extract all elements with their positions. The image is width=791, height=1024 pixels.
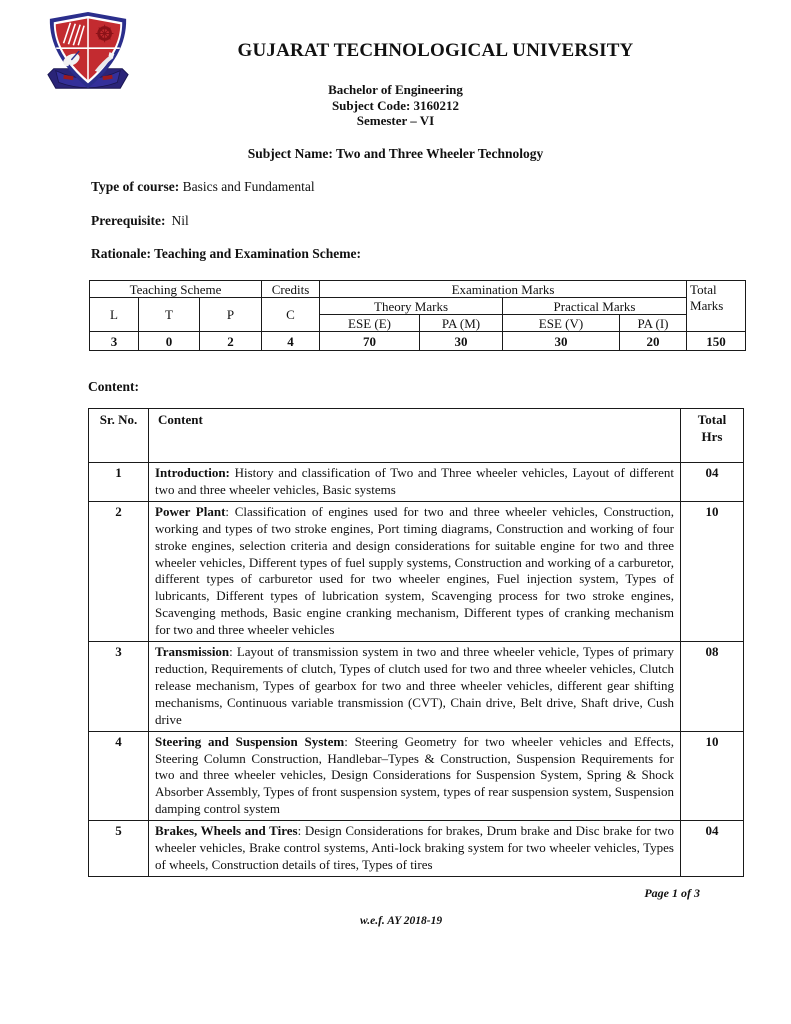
- pa-i-value: 20: [620, 332, 687, 351]
- type-of-course-line: [91, 179, 745, 195]
- t-value: 0: [139, 332, 200, 351]
- table-row: [89, 731, 744, 821]
- row-hrs: 04: [681, 463, 744, 502]
- row-topic-body: : Layout of transmission system in two and three wheeler vehicle, Types of primary reduction, Requirements of clutch, Types of clutch used for two and three wheeler vehicles, Clutch release mechanism, Types of gearbox for two and three wheeler vehicles, different gear shifting mechanisms, Continuous variable transmission (CVT), Chain drive, Belt drive, Shaft drive, Cush drive: [155, 644, 674, 727]
- total-marks-value: 150: [687, 332, 746, 351]
- subject-name-line: Subject Name: Two and Three Wheeler Technology: [247, 146, 544, 161]
- scheme-header-row-2: [90, 298, 746, 315]
- pa-i-header: PA (I): [620, 315, 687, 332]
- university-title: GUJARAT TECHNOLOGICAL UNIVERSITY: [237, 40, 634, 61]
- l-value: 3: [90, 332, 139, 351]
- table-row: [89, 642, 744, 732]
- row-content: [149, 731, 681, 821]
- row-content: [149, 463, 681, 502]
- page-number: Page 1 of 3: [644, 886, 700, 900]
- row-hrs: 08: [681, 642, 744, 732]
- row-sr: 2: [89, 501, 149, 641]
- col-c-header: C: [262, 298, 320, 332]
- row-sr: 4: [89, 731, 149, 821]
- row-topic-title: Steering and Suspension System: [155, 733, 345, 749]
- row-topic-body: : Classification of engines used for two and three wheeler vehicles, Construction, working and types of two stroke engines, Port timing diagrams, Construction and working of four stroke engines, selection criteria and design considerations for suitable engine for two and three wheeler vehicles, Different types of fuel supply systems, Construction and working of a carburetor, different types of carburetor used for two wheeler engines, Fuel injection system, Types of lubricants, Different types of lubrication system, Scavenging process for two stroke engines, Scavenging methods, Basic engine cranking mechanism, Different types of cranking mechanism for two and three wheeler vehicles: [155, 503, 675, 638]
- row-content: [149, 501, 681, 641]
- row-topic-body: : Steering Geometry for two wheeler vehicles and Effects, Steering Column Construction, Handlebar–Types & Construction, Suspension Requirements for two and three wheeler vehicles, Design Considerations for Suspension System, Spring & Shock Absorber Assembly, Types of front suspension system, types of rear suspension system, Suspension damping control system: [155, 733, 674, 817]
- rationale-line: Rationale: Teaching and Examination Scheme:: [91, 246, 362, 261]
- row-topic-title: Introduction:: [155, 465, 230, 480]
- row-content: [149, 642, 681, 732]
- content-col-header: Content: [149, 409, 681, 463]
- semester-line: Semester – VI: [356, 113, 435, 128]
- ese-e-header: ESE (E): [320, 315, 420, 332]
- type-of-course-label: Type of course:: [91, 179, 180, 194]
- row-topic-title: Transmission: [155, 644, 230, 660]
- ese-v-header: ESE (V): [503, 315, 620, 332]
- total-marks-header: Total Marks: [687, 281, 746, 332]
- teaching-examination-scheme-table: [89, 280, 746, 351]
- row-sr: 5: [89, 821, 149, 877]
- prerequisite-value: Nil: [171, 213, 189, 228]
- pa-m-header: PA (M): [420, 315, 503, 332]
- row-sr: 1: [89, 463, 149, 502]
- table-row: [89, 463, 744, 502]
- ese-e-value: 70: [320, 332, 420, 351]
- program-line: Bachelor of Engineering: [328, 82, 463, 97]
- table-row: [89, 821, 744, 877]
- wef-note: w.e.f. AY 2018-19: [360, 915, 443, 927]
- total-hrs-header: Total Hrs: [681, 409, 744, 463]
- ese-v-value: 30: [503, 332, 620, 351]
- p-value: 2: [200, 332, 262, 351]
- row-sr: 3: [89, 642, 149, 732]
- row-hrs: 10: [681, 501, 744, 641]
- teaching-scheme-header: Teaching Scheme: [90, 281, 262, 298]
- c-value: 4: [262, 332, 320, 351]
- row-topic-title: Brakes, Wheels and Tires: [155, 823, 298, 839]
- row-hrs: 04: [681, 821, 744, 877]
- prerequisite-line: [91, 213, 745, 229]
- content-table: [88, 408, 744, 877]
- row-topic-title: Power Plant: [155, 503, 226, 519]
- row-hrs: 10: [681, 731, 744, 821]
- col-t-header: T: [139, 298, 200, 332]
- prerequisite-label: Prerequisite:: [91, 213, 166, 228]
- credits-header: Credits: [262, 281, 320, 298]
- row-topic-body: History and classification of Two and Three wheeler vehicles, Layout of different two and three wheeler vehicles, Basic systems: [155, 465, 674, 497]
- content-heading: Content:: [88, 379, 139, 394]
- col-p-header: P: [200, 298, 262, 332]
- content-header-row: [89, 409, 744, 463]
- table-row: [89, 501, 744, 641]
- subject-code-line: Subject Code: 3160212: [331, 97, 460, 113]
- pa-m-value: 30: [420, 332, 503, 351]
- row-topic-body: : Design Considerations for brakes, Drum brake and Disc brake for two wheeler vehicles, Brake control systems, Anti-lock braking system for two wheeler vehicles, Types of wheels, Construction details of tires, Types of tires: [155, 823, 674, 872]
- type-of-course-value: Basics and Fundamental: [179, 179, 315, 194]
- scheme-header-row-1: [90, 281, 746, 298]
- row-content: [149, 821, 681, 877]
- col-l-header: L: [90, 298, 139, 332]
- scheme-values-row: [90, 332, 746, 351]
- examination-marks-header: Examination Marks: [320, 281, 687, 298]
- practical-marks-header: Practical Marks: [503, 298, 687, 315]
- sr-no-header: Sr. No.: [89, 409, 149, 463]
- header-lines: [0, 82, 791, 129]
- theory-marks-header: Theory Marks: [320, 298, 503, 315]
